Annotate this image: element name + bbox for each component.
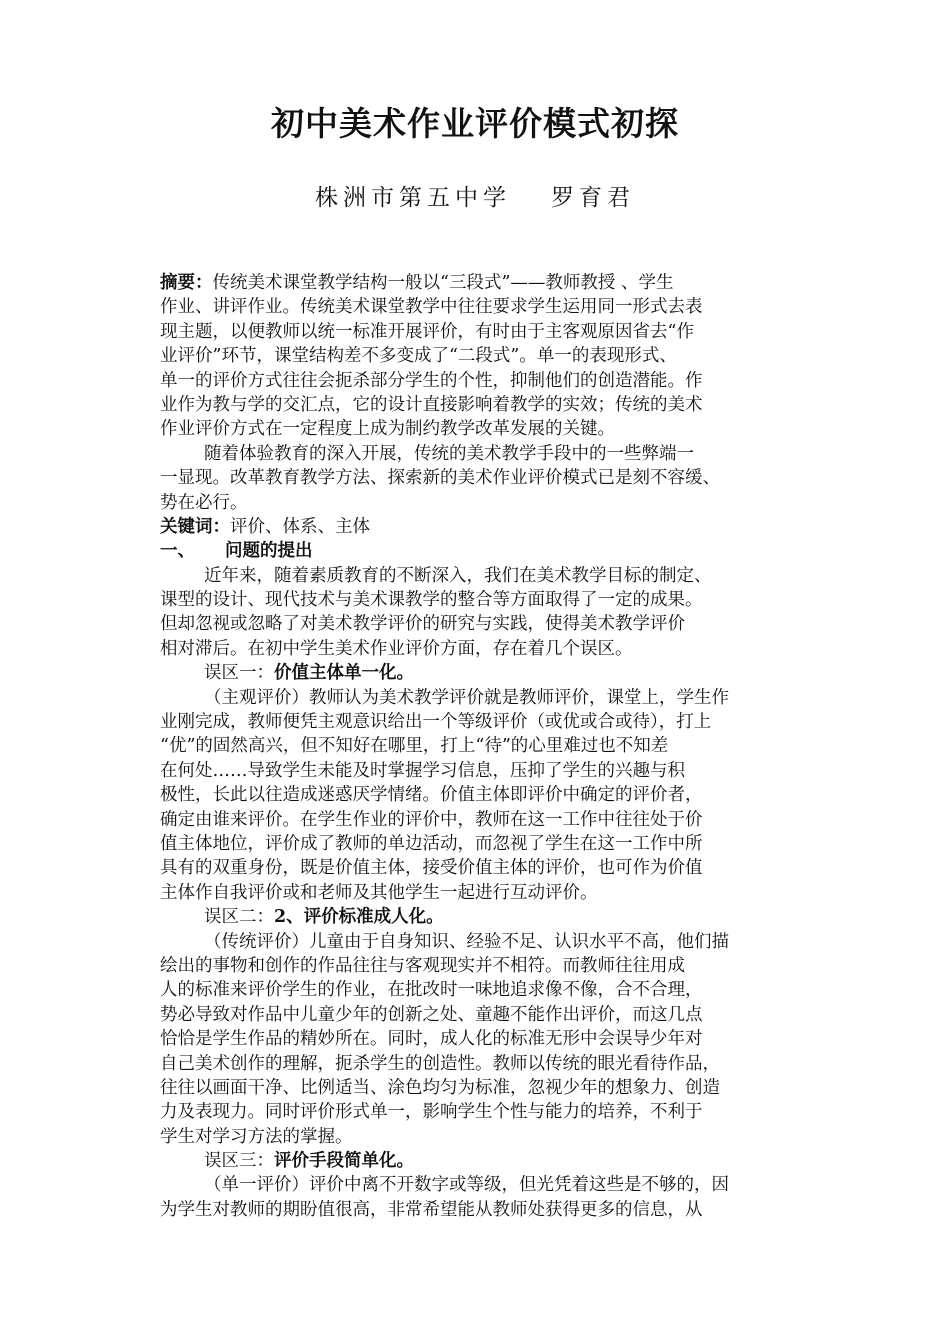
section-heading <box>160 539 860 563</box>
error2-heading: 误区二：2、评价标准成人化。 <box>204 907 444 928</box>
abstract-para2-line: 随着体验教育的深入开展，传统的美术教学手段中的一些弊端一 <box>204 443 694 464</box>
error2-line: 绘出的事物和创作的作品往往与客观现实并不相符。而教师往往用成 <box>160 955 685 976</box>
error2-line: 势必导致对作品中儿童少年的创新之处、童趣不能作出评价，而这几点 <box>160 1004 703 1025</box>
abstract-line: 现主题，以便教师以统一标准开展评价，有时由于主客观原因省去“作 <box>160 321 694 342</box>
error1-line: （主观评价）教师认为美术教学评价就是教师评价，课堂上，学生作 <box>204 687 729 708</box>
abstract-line: 作业评价方式在一定程度上成为制约教学改革发展的关键。 <box>160 419 615 440</box>
error1-line: 具有的双重身份，既是价值主体，接受价值主体的评价，也可作为价值 <box>160 858 703 879</box>
error2-line: 往往以画面干净、比例适当、涂色均匀为标准，忽视少年的想象力、创造 <box>160 1077 720 1098</box>
abstract-para2-line: 势在必行。 <box>160 492 248 513</box>
error2-line: 力及表现力。同时评价形式单一，影响学生个性与能力的培养，不利于 <box>160 1102 703 1123</box>
error3-line: （单一评价）评价中离不开数字或等级，但光凭着这些是不够的，因 <box>204 1175 729 1196</box>
keywords-text: 评价、体系、主体 <box>230 516 370 537</box>
intro-line: 课型的设计、现代技术与美术课教学的整合等方面取得了一定的成果。 <box>160 590 703 611</box>
error1-heading: 误区一：价值主体单一化。 <box>204 663 414 684</box>
error3-heading: 误区三：评价手段简单化。 <box>204 1151 414 1172</box>
abstract-line: 业作为教与学的交汇点，它的设计直接影响着教学的实效；传统的美术 <box>160 394 703 415</box>
error1-line: 值主体地位，评价成了教师的单边活动，而忽视了学生在这一工作中所 <box>160 833 703 854</box>
page-title: 初中美术作业评价模式初探 <box>271 104 679 143</box>
intro-line: 近年来，随着素质教育的不断深入，我们在美术教学目标的制定、 <box>204 565 712 586</box>
error2-line: （传统评价）儿童由于自身知识、经验不足、认识水平不高，他们描 <box>204 931 729 952</box>
author-name: 罗育君 <box>551 185 635 211</box>
abstract-line: 单一的评价方式往往会扼杀部分学生的个性，抑制他们的创造潜能。作 <box>160 370 703 391</box>
section-title: 问题的提出 <box>225 541 313 562</box>
intro-line: 但却忽视或忽略了对美术教学评价的研究与实践，使得美术教学评价 <box>160 614 685 635</box>
keywords-label: 关键词： <box>160 516 230 537</box>
section-number: 一、 <box>160 541 195 562</box>
abstract-para2-line: 一显现。改革教育教学方法、探索新的美术作业评价模式已是刻不容缓、 <box>160 468 720 489</box>
error2-line: 自己美术创作的理解，扼杀学生的创造性。教师以传统的眼光看待作品， <box>160 1053 720 1074</box>
error1-line: 确定由谁来评价。在学生作业的评价中，教师在这一工作中往往处于价 <box>160 809 703 830</box>
abstract-line: 摘要：传统美术课堂教学结构一般以“三段式”——教师教授 、学生 <box>160 273 674 293</box>
error1-line: “优”的固然高兴，但不知好在哪里，打上“待”的心里难过也不知差 <box>160 736 669 757</box>
error1-line: 主体作自我评价或和老师及其他学生一起进行互动评价。 <box>160 882 598 903</box>
keywords-line <box>160 515 860 539</box>
abstract-label: 摘要： <box>160 273 213 293</box>
error2-line: 学生对学习方法的掌握。 <box>160 1126 353 1147</box>
error2-line: 人的标准来评价学生的作业，在批改时一味地追求像不像，合不合理， <box>160 980 703 1001</box>
document-body <box>160 271 860 1222</box>
author-byline <box>0 180 950 216</box>
intro-line: 相对滞后。在初中学生美术作业评价方面，存在着几个误区。 <box>160 638 633 659</box>
error3-line: 为学生对教师的期盼值很高，非常希望能从教师处获得更多的信息，从 <box>160 1199 703 1220</box>
error1-line: 在何处……导致学生未能及时掌握学习信息，压抑了学生的兴趣与积 <box>160 760 685 781</box>
error1-line: 业刚完成，教师便凭主观意识给出一个等级评价（或优或合或待），打上 <box>160 712 712 733</box>
abstract-line: 作业、讲评作业。传统美术课堂教学中往往要求学生运用同一形式去表 <box>160 297 703 318</box>
abstract-line: 业评价”环节，课堂结构差不多变成了“二段式”。单一的表现形式、 <box>160 346 677 367</box>
error1-line: 极性，长此以往造成迷惑厌学情绪。价值主体即评价中确定的评价者， <box>160 785 703 806</box>
author-school: 株洲市第五中学 <box>315 185 511 211</box>
error2-line: 恰恰是学生作品的精妙所在。同时，成人化的标准无形中会误导少年对 <box>160 1029 703 1050</box>
